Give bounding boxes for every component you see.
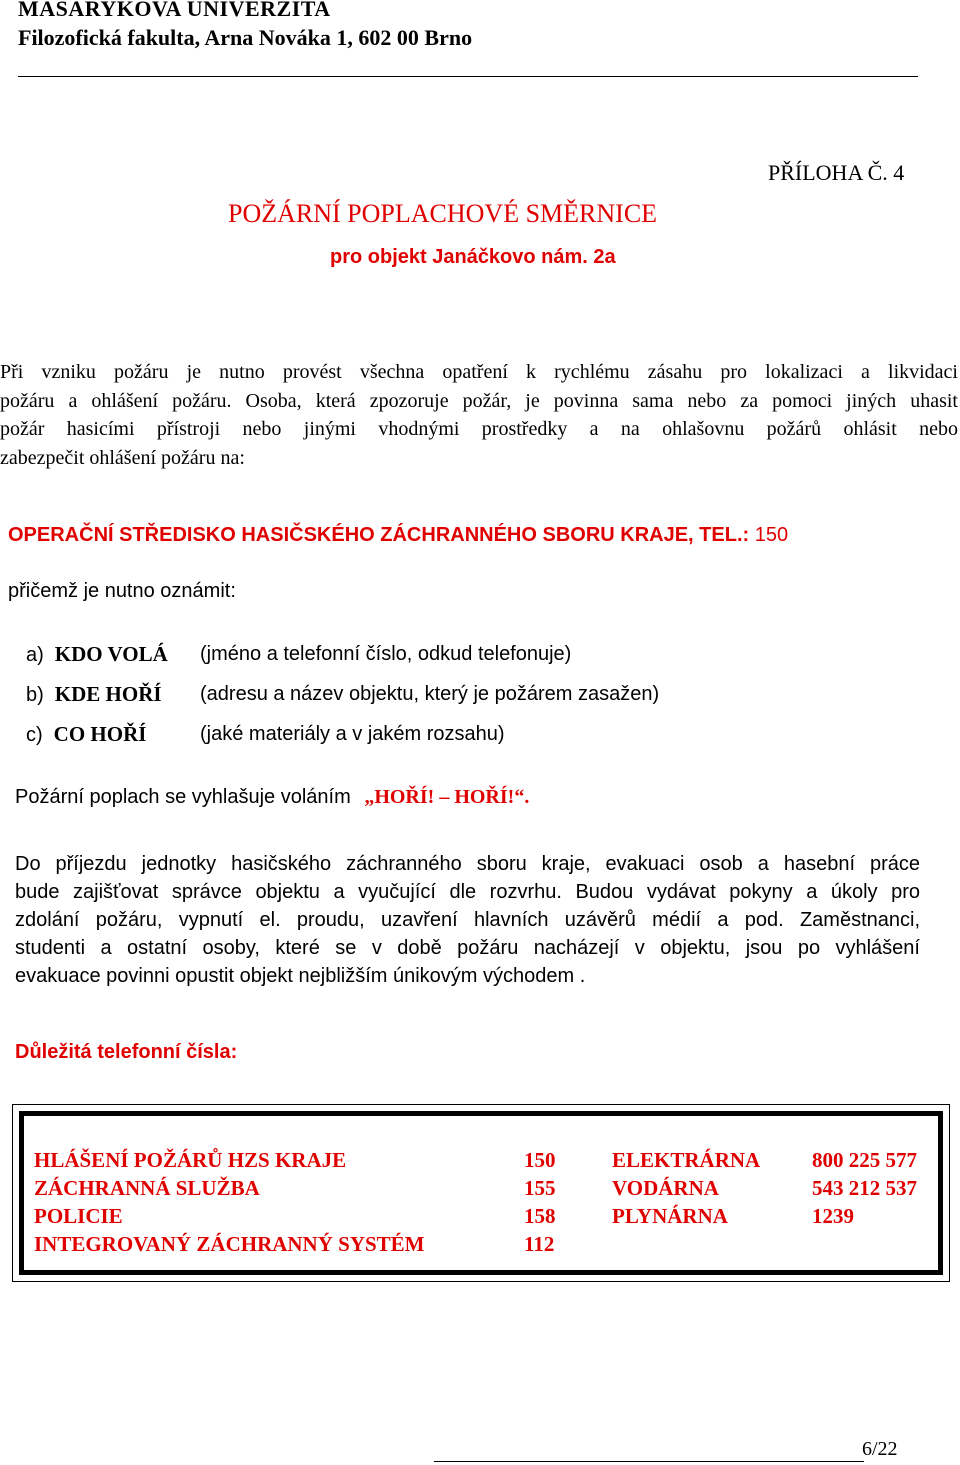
university-name: MASARYKOVA UNIVERZITA — [18, 0, 331, 21]
phone-row — [612, 1146, 942, 1174]
announce-prefix: c) — [26, 724, 43, 746]
phone-number: 1239 — [812, 1204, 854, 1228]
phone-name: ELEKTRÁRNA — [612, 1148, 761, 1172]
phone-number: 150 — [524, 1148, 556, 1172]
operations-center — [8, 524, 788, 547]
header-divider — [18, 76, 918, 77]
phone-row — [34, 1174, 574, 1202]
evac-line: Do příjezdu jednotky hasičského záchranného sboru kraje, evakuaci osob a hasební práce — [15, 853, 920, 875]
phones-right-column — [612, 1146, 942, 1230]
alarm-call: „HOŘÍ! – HOŘÍ!“. — [364, 786, 530, 808]
phones-left-column — [34, 1146, 574, 1258]
phones-box — [12, 1104, 950, 1282]
phone-row — [612, 1174, 942, 1202]
announce-label: CO HOŘÍ — [53, 722, 147, 746]
phone-name: HLÁŠENÍ POŽÁRŮ HZS KRAJE — [34, 1148, 347, 1172]
phone-name: ZÁCHRANNÁ SLUŽBA — [34, 1176, 260, 1200]
announce-prefix: b) — [26, 684, 44, 706]
phones-heading: Důležitá telefonní čísla: — [15, 1041, 238, 1063]
evac-line: studenti a ostatní osoby, které se v době požáru nacházejí v objektu, jsou po vyhlášení — [15, 937, 920, 959]
intro-line: zabezpečit ohlášení požáru na: — [0, 446, 245, 469]
operations-number: 150 — [754, 524, 789, 546]
announce-item-a — [26, 642, 168, 667]
operations-label: OPERAČNÍ STŘEDISKO HASIČSKÉHO ZÁCHRANNÉHO SBORU KRAJE, TEL.: — [8, 524, 750, 546]
evacuation-paragraph — [15, 850, 920, 990]
announce-label: KDO VOLÁ — [54, 642, 168, 666]
alarm-line — [15, 786, 529, 809]
phone-row — [612, 1202, 942, 1230]
footer-divider — [434, 1461, 864, 1462]
announce-desc-a: (jméno a telefonní číslo, odkud telefonuje) — [200, 643, 572, 665]
faculty-address: Filozofická fakulta, Arna Nováka 1, 602 00 Brno — [18, 25, 473, 50]
phone-row — [34, 1146, 574, 1174]
phone-row — [34, 1202, 574, 1230]
intro-line: požáru a ohlášení požáru. Osoba, která zpozoruje požár, je povinna sama nebo za pomoci jiných uhasit — [0, 389, 958, 412]
phone-name: POLICIE — [34, 1204, 123, 1228]
phone-name: INTEGROVANÝ ZÁCHRANNÝ SYSTÉM — [34, 1232, 425, 1256]
intro-line: Při vzniku požáru je nutno provést všechna opatření k rychlému zásahu pro lokalizaci a likvidaci — [0, 361, 958, 383]
announce-item-c — [26, 722, 146, 747]
intro-line: požár hasicími přístroji nebo jinými vhodnými prostředky a na ohlašovnu požárů ohlásit nebo — [0, 418, 958, 440]
phone-number: 800 225 577 — [812, 1148, 917, 1172]
phone-name: PLYNÁRNA — [612, 1204, 728, 1228]
intro-paragraph — [0, 358, 958, 472]
phone-name: VODÁRNA — [612, 1176, 719, 1200]
evac-line: bude zajišťovat správce objektu a vyučující dle rozvrhu. Budou vydávat pokyny a úkoly pro — [15, 881, 920, 903]
evac-line: evakuace povinni opustit objekt nejbližším únikovým východem . — [15, 965, 586, 987]
alarm-text: Požární poplach se vyhlašuje voláním — [15, 786, 351, 808]
evac-line: zdolání požáru, vypnutí el. proudu, uzavření hlavních uzávěrů médií a pod. Zaměstnanci, — [15, 909, 920, 931]
announce-intro: přičemž je nutno oznámit: — [8, 580, 236, 602]
phone-row — [34, 1230, 574, 1258]
phone-number: 155 — [524, 1176, 556, 1200]
phone-number: 112 — [524, 1232, 555, 1256]
announce-item-b — [26, 682, 162, 707]
phone-number: 543 212 537 — [812, 1176, 917, 1200]
annex-label: PŘÍLOHA Č. 4 — [768, 160, 905, 185]
phones-box-inner — [19, 1111, 943, 1275]
announce-prefix: a) — [26, 644, 44, 666]
phone-number: 158 — [524, 1204, 556, 1228]
page-number: 6/22 — [862, 1438, 898, 1460]
announce-desc-c: (jaké materiály a v jakém rozsahu) — [200, 723, 505, 745]
announce-desc-b: (adresu a název objektu, který je požárem zasažen) — [200, 683, 660, 705]
document-title: POŽÁRNÍ POPLACHOVÉ SMĚRNICE — [228, 199, 658, 228]
document-subtitle: pro objekt Janáčkovo nám. 2a — [330, 246, 616, 268]
announce-label: KDE HOŘÍ — [54, 682, 162, 706]
